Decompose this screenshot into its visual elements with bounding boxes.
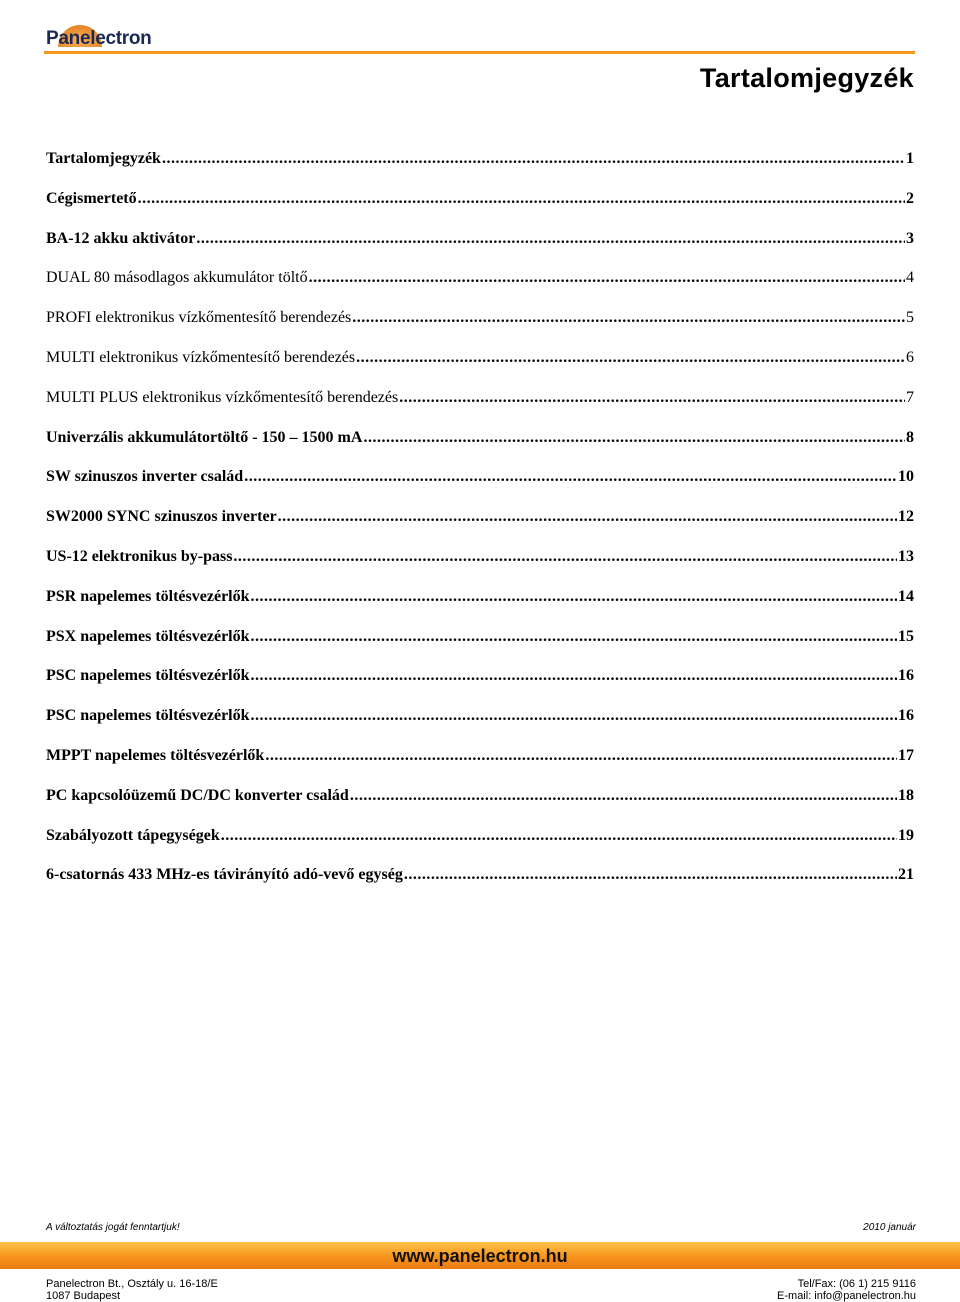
toc-dot-leader xyxy=(251,628,897,646)
header-divider xyxy=(44,51,915,54)
toc-entry[interactable] xyxy=(46,747,914,787)
toc-dot-leader xyxy=(251,667,897,685)
toc-entry-title: DUAL 80 másodlagos akkumulátor töltő xyxy=(46,269,308,287)
toc-entry-title: MULTI elektronikus vízkőmentesítő berendezés xyxy=(46,348,356,366)
toc-entry[interactable] xyxy=(46,349,914,389)
toc-entry[interactable] xyxy=(46,269,914,309)
toc-entry[interactable] xyxy=(46,548,914,588)
toc-dot-leader xyxy=(352,309,905,327)
toc-entry[interactable] xyxy=(46,150,914,190)
footer-date: 2010 január xyxy=(863,1222,916,1233)
toc-entry-page: 15 xyxy=(898,627,914,645)
address-line-2: 1087 Budapest xyxy=(46,1290,121,1302)
footer-contact xyxy=(777,1278,916,1302)
toc-entry-page: 1 xyxy=(906,150,914,167)
toc-entry[interactable] xyxy=(46,866,914,906)
toc-entry[interactable] xyxy=(46,230,914,270)
toc-entry-page: 6 xyxy=(906,348,914,366)
company-logo xyxy=(44,3,189,53)
toc-entry-page: 4 xyxy=(906,269,914,287)
toc-entry-page: 5 xyxy=(906,309,914,327)
toc-dot-leader xyxy=(196,230,905,248)
toc-entry-title: SW2000 SYNC szinuszos inverter xyxy=(46,508,277,526)
toc-entry[interactable] xyxy=(46,628,914,668)
toc-entry-title: PROFI elektronikus vízkőmentesítő berendezés xyxy=(46,309,352,327)
toc-entry-title: Szabályozott tápegységek xyxy=(46,826,220,844)
toc-entry-title: PSC napelemes töltésvezérlők xyxy=(46,667,250,685)
footer-disclaimer: A változtatás jogát fenntartjuk! xyxy=(46,1222,180,1233)
toc-entry-page: 17 xyxy=(898,746,914,764)
footer-website-link[interactable]: www.panelectron.hu xyxy=(392,1246,568,1266)
toc-entry[interactable] xyxy=(46,389,914,429)
toc-entry[interactable] xyxy=(46,309,914,349)
toc-entry-page: 3 xyxy=(906,229,914,247)
toc-entry[interactable] xyxy=(46,827,914,867)
toc-entry-title: SW szinuszos inverter család xyxy=(46,468,244,486)
toc-dot-leader xyxy=(309,269,905,287)
toc-entry[interactable] xyxy=(46,667,914,707)
toc-dot-leader xyxy=(399,389,905,407)
toc-entry-title: Cégismertető xyxy=(46,189,137,207)
footer-address xyxy=(46,1278,218,1302)
toc-entry-title: PSX napelemes töltésvezérlők xyxy=(46,627,250,645)
toc-entry[interactable] xyxy=(46,787,914,827)
logo-brand-text: Panelectron xyxy=(46,28,152,49)
footer-bar xyxy=(0,1242,960,1269)
toc-entry-title: MULTI PLUS elektronikus vízkőmentesítő berendezés xyxy=(46,388,399,406)
toc-entry-page: 21 xyxy=(898,866,914,884)
toc-entry-page: 8 xyxy=(906,428,914,446)
toc-entry-title: MPPT napelemes töltésvezérlők xyxy=(46,746,265,764)
toc-entry[interactable] xyxy=(46,707,914,747)
toc-dot-leader xyxy=(251,707,897,725)
toc-entry-title: Univerzális akkumulátortöltő - 150 – 1500 mA xyxy=(46,428,363,446)
toc-dot-leader xyxy=(350,787,897,805)
contact-phone: Tel/Fax: (06 1) 215 9116 xyxy=(797,1278,916,1290)
toc-entry-title: PSR napelemes töltésvezérlők xyxy=(46,587,250,605)
toc-entry-page: 12 xyxy=(898,508,914,526)
toc-dot-leader xyxy=(404,866,897,884)
toc-entry-title: Tartalomjegyzék xyxy=(46,150,161,167)
toc-dot-leader xyxy=(251,588,897,606)
toc-dot-leader xyxy=(356,349,905,367)
toc-entry-title: PC kapcsolóüzemű DC/DC konverter család xyxy=(46,786,349,804)
toc-entry[interactable] xyxy=(46,429,914,469)
toc-entry[interactable] xyxy=(46,468,914,508)
contact-email[interactable]: E-mail: info@panelectron.hu xyxy=(777,1290,916,1302)
toc-entry-page: 13 xyxy=(898,547,914,565)
toc-dot-leader xyxy=(233,548,897,566)
page-title: Tartalomjegyzék xyxy=(699,63,914,93)
toc-entry-title: BA-12 akku aktivátor xyxy=(46,229,196,247)
toc-entry-page: 2 xyxy=(906,189,914,207)
toc-entry-page: 16 xyxy=(898,667,914,685)
toc-dot-leader xyxy=(162,150,905,168)
toc-entry-page: 18 xyxy=(898,786,914,804)
toc-entry[interactable] xyxy=(46,190,914,230)
toc-dot-leader xyxy=(244,468,897,486)
toc-entry[interactable] xyxy=(46,588,914,628)
table-of-contents xyxy=(46,150,914,906)
toc-entry-title: 6-csatornás 433 MHz-es távirányító adó-vevő egység xyxy=(46,866,403,884)
toc-entry-page: 10 xyxy=(898,468,914,486)
toc-entry[interactable] xyxy=(46,508,914,548)
address-line-1: Panelectron Bt., Osztály u. 16-18/E xyxy=(46,1278,218,1290)
toc-entry-page: 16 xyxy=(898,707,914,725)
toc-dot-leader xyxy=(278,508,897,526)
toc-entry-title: US-12 elektronikus by-pass xyxy=(46,547,233,565)
toc-entry-page: 14 xyxy=(898,587,914,605)
toc-dot-leader xyxy=(138,190,905,208)
toc-entry-page: 7 xyxy=(906,388,914,406)
toc-dot-leader xyxy=(221,827,897,845)
toc-entry-title: PSC napelemes töltésvezérlők xyxy=(46,707,250,725)
toc-dot-leader xyxy=(363,429,905,447)
toc-dot-leader xyxy=(265,747,897,765)
toc-entry-page: 19 xyxy=(898,826,914,844)
